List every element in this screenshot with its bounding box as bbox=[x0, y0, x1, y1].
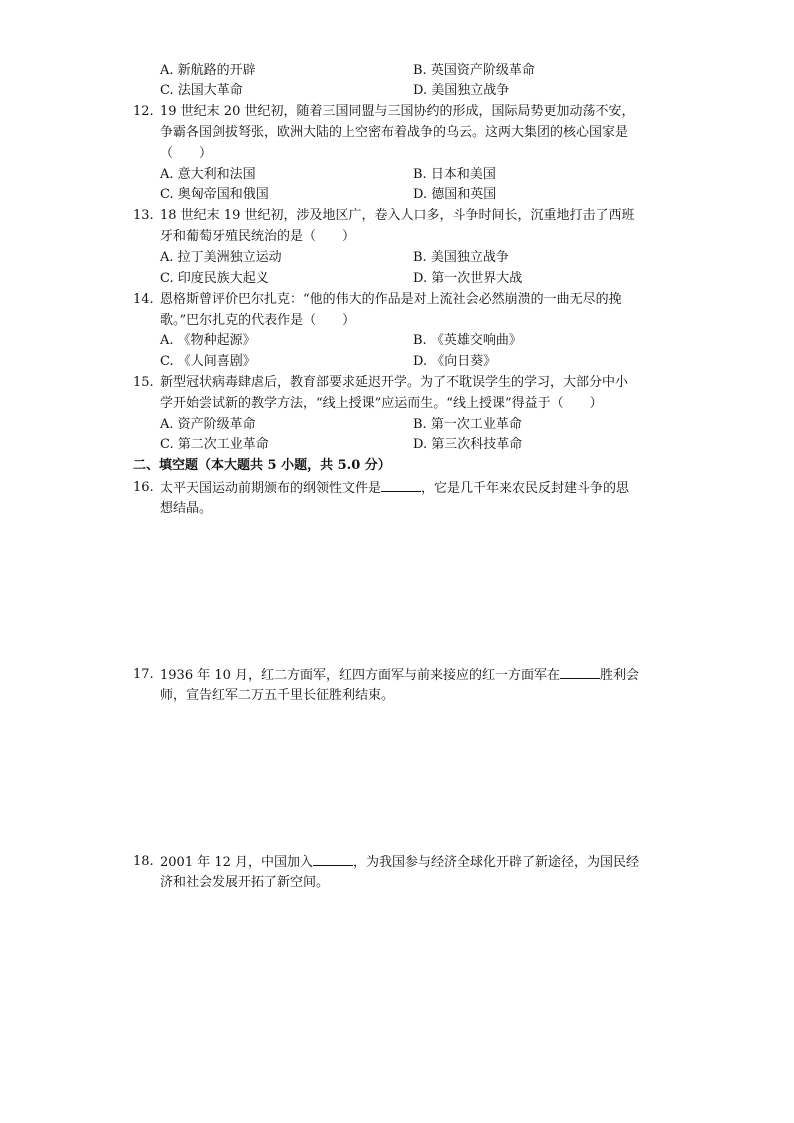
q11-option-c: C. 法国大革命 bbox=[160, 83, 243, 98]
q12-option-d: D. 德国和英国 bbox=[413, 187, 497, 202]
q12-stem-line-3: （ ） bbox=[160, 146, 213, 161]
q17-answer-blank[interactable] bbox=[560, 666, 600, 679]
q12-stem-line-1: 19 世纪末 20 世纪初，随着三国同盟与三国协约的形成，国际局势更加动荡不安， bbox=[160, 104, 635, 119]
q14-option-d: D. 《向日葵》 bbox=[413, 354, 497, 369]
q14-option-b: B. 《英雄交响曲》 bbox=[413, 333, 522, 348]
q11-option-d: D. 美国独立战争 bbox=[413, 83, 510, 98]
q14-option-c: C. 《人间喜剧》 bbox=[160, 354, 256, 369]
q16-stem-line-1 bbox=[160, 479, 665, 498]
q17-number: 17. bbox=[133, 667, 154, 682]
q12-number: 12. bbox=[133, 104, 154, 119]
q16-text-before-blank: 太平天国运动前期颁布的纲领性文件是 bbox=[160, 481, 382, 496]
q15-option-d: D. 第三次科技革命 bbox=[413, 437, 523, 452]
q12-option-c: C. 奥匈帝国和俄国 bbox=[160, 187, 269, 202]
q15-option-c: C. 第二次工业革命 bbox=[160, 437, 269, 452]
q12-option-a: A. 意大利和法国 bbox=[160, 167, 256, 182]
q14-stem-line-2: 歌。”巴尔扎克的代表作是（ ） bbox=[160, 313, 356, 328]
q12-stem-line-2: 争霸各国剑拔弩张，欧洲大陆的上空密布着战争的乌云。这两大集团的核心国家是 bbox=[160, 125, 629, 140]
q18-stem-line-1 bbox=[160, 853, 665, 872]
q15-stem-line-1: 新型冠状病毒肆虐后，教育部要求延迟开学。为了不耽误学生的学习，大部分中小 bbox=[160, 375, 629, 390]
q13-option-a: A. 拉丁美洲独立运动 bbox=[160, 250, 282, 265]
q17-stem-line-2: 师，宣告红军二万五千里长征胜利结束。 bbox=[160, 688, 395, 703]
q18-text-after-blank: ，为我国参与经济全球化开辟了新途径，为国民经 bbox=[353, 855, 640, 870]
q18-stem-line-2: 济和社会发展开拓了新空间。 bbox=[160, 875, 330, 890]
q16-text-after-blank: ，它是几千年来农民反封建斗争的思 bbox=[421, 481, 630, 496]
q14-stem-line-1: 恩格斯曾评价巴尔扎克：“他的伟大的作品是对上流社会必然崩溃的一曲无尽的挽 bbox=[160, 292, 622, 307]
q16-number: 16. bbox=[133, 480, 154, 495]
q13-option-c: C. 印度民族大起义 bbox=[160, 271, 269, 286]
q13-stem-line-2: 牙和葡萄牙殖民统治的是（ ） bbox=[160, 229, 356, 244]
q16-stem-line-2: 想结晶。 bbox=[160, 501, 213, 516]
q13-option-b: B. 美国独立战争 bbox=[413, 250, 509, 265]
q15-stem-line-2: 学开始尝试新的教学方法，“线上授课”应运而生。“线上授课”得益于（ ） bbox=[160, 396, 603, 411]
q17-text-after-blank: 胜利会 bbox=[600, 668, 640, 683]
q12-option-b: B. 日本和美国 bbox=[413, 167, 496, 182]
q17-stem-line-1 bbox=[160, 666, 665, 685]
section-heading-fill-in: 二、填空题（本大题共 5 小题，共 5.0 分） bbox=[133, 458, 391, 473]
q13-number: 13. bbox=[133, 208, 154, 223]
q15-number: 15. bbox=[133, 375, 154, 390]
q13-option-d: D. 第一次世界大战 bbox=[413, 271, 523, 286]
q18-answer-blank[interactable] bbox=[313, 853, 353, 866]
q18-number: 18. bbox=[133, 854, 154, 869]
q11-option-b: B. 英国资产阶级革命 bbox=[413, 63, 535, 78]
q15-option-a: A. 资产阶级革命 bbox=[160, 417, 256, 432]
q18-text-before-blank: 2001 年 12 月，中国加入 bbox=[160, 855, 314, 870]
q14-number: 14. bbox=[133, 292, 154, 307]
q16-answer-blank[interactable] bbox=[381, 479, 421, 492]
q15-option-b: B. 第一次工业革命 bbox=[413, 417, 522, 432]
q17-text-before-blank: 1936 年 10 月，红二方面军，红四方面军与前来接应的红一方面军在 bbox=[160, 668, 561, 683]
q13-stem-line-1: 18 世纪末 19 世纪初，涉及地区广，卷入人口多，斗争时间长，沉重地打击了西班 bbox=[160, 208, 635, 223]
q11-option-a: A. 新航路的开辟 bbox=[160, 63, 256, 78]
q14-option-a: A. 《物种起源》 bbox=[160, 333, 256, 348]
